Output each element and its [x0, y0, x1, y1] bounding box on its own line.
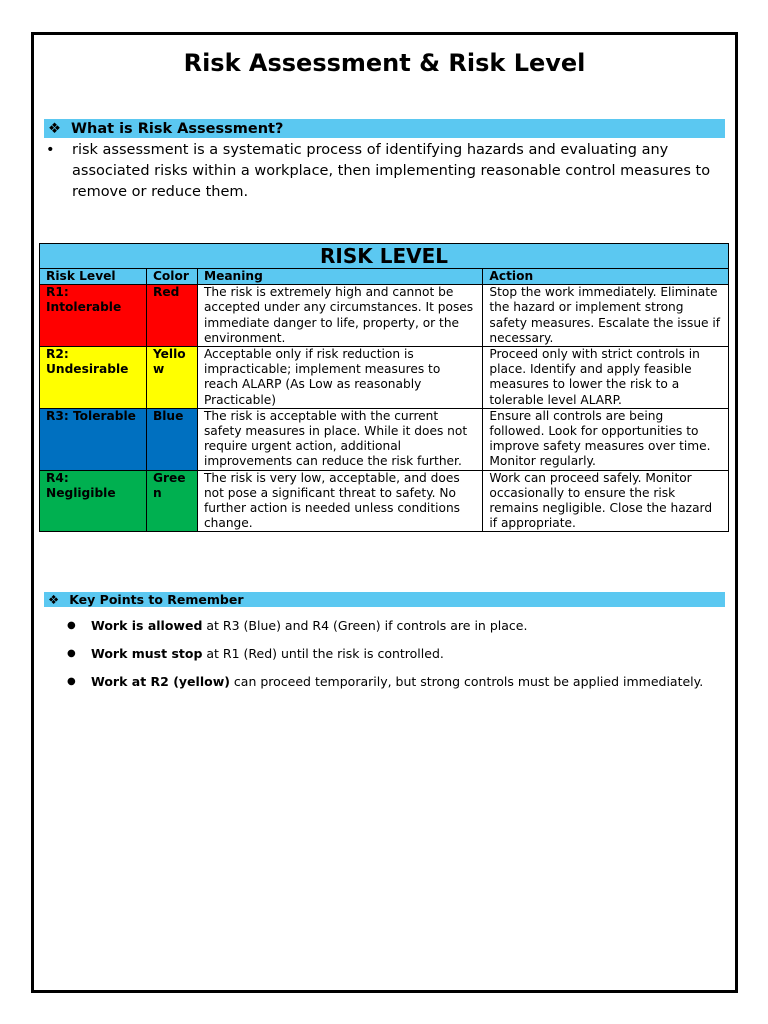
color-cell: Green: [146, 470, 197, 532]
color-cell: Yellow: [146, 347, 197, 409]
action-cell: Work can proceed safely. Monitor occasionally to ensure the risk remains negligible. Close the hazard if appropriate.: [483, 470, 729, 532]
risk-level-cell: R4: Negligible: [40, 470, 147, 532]
bullet-icon: ●: [67, 676, 76, 687]
meaning-cell: Acceptable only if risk reduction is impracticable; implement measures to reach ALARP (As Low as reasonably Practicable): [197, 347, 482, 409]
meaning-cell: The risk is very low, acceptable, and does not pose a significant threat to safety. No further action is needed unless conditions change.: [197, 470, 482, 532]
risk-table-title: RISK LEVEL: [40, 244, 729, 269]
action-cell: Proceed only with strict controls in place. Identify and apply feasible measures to lower the risk to a tolerable level ALARP.: [483, 347, 729, 409]
key-point-text: can proceed temporarily, but strong controls must be applied immediately.: [229, 674, 704, 689]
table-row: [40, 408, 729, 470]
bullet-icon: ●: [67, 620, 76, 631]
color-cell: Blue: [146, 408, 197, 470]
what-is-heading: What is Risk Assessment?: [71, 120, 284, 137]
action-cell: Stop the work immediately. Eliminate the hazard or implement strong safety measures. Escalate the issue if necessary.: [483, 285, 729, 347]
risk-level-cell: R1: Intolerable: [40, 285, 147, 347]
page-title: Risk Assessment & Risk Level: [183, 49, 586, 77]
key-point-bold: Work must stop: [91, 646, 203, 661]
bullet-icon: •: [46, 142, 55, 158]
list-item: [64, 673, 725, 701]
key-point-bold: Work at R2 (yellow): [91, 674, 230, 689]
col-header-action: Action: [483, 269, 729, 285]
key-points-heading-bar: [44, 592, 725, 607]
table-row: [40, 470, 729, 532]
col-header-risk-level: Risk Level: [40, 269, 147, 285]
diamond-bullet-icon: ❖: [48, 120, 61, 137]
risk-level-cell: R2: Undesirable: [40, 347, 147, 409]
definition-paragraph: [44, 140, 725, 203]
risk-level-cell: R3: Tolerable: [40, 408, 147, 470]
key-point-bold: Work is allowed: [91, 618, 203, 633]
key-points-list: [64, 617, 725, 701]
col-header-meaning: Meaning: [197, 269, 482, 285]
action-cell: Ensure all controls are being followed. Look for opportunities to improve safety measures over time. Monitor regularly.: [483, 408, 729, 470]
key-points-heading: Key Points to Remember: [69, 592, 244, 607]
list-item: [64, 645, 725, 673]
table-row: [40, 347, 729, 409]
color-cell: Red: [146, 285, 197, 347]
meaning-cell: The risk is extremely high and cannot be accepted under any circumstances. It poses immediate danger to life, property, or the environment.: [197, 285, 482, 347]
what-is-heading-bar: [44, 119, 725, 138]
key-point-text: at R3 (Blue) and R4 (Green) if controls are in place.: [202, 618, 528, 633]
bullet-icon: ●: [67, 648, 76, 659]
page-frame: [31, 32, 738, 993]
list-item: [64, 617, 725, 645]
definition-text: risk assessment is a systematic process of identifying hazards and evaluating any associated risks within a workplace, then implementing reasonable control measures to remove or reduce them.: [72, 142, 711, 200]
diamond-bullet-icon: ❖: [48, 592, 60, 607]
risk-level-table: [39, 243, 729, 532]
col-header-color: Color: [146, 269, 197, 285]
table-row: [40, 285, 729, 347]
key-point-text: at R1 (Red) until the risk is controlled.: [202, 646, 444, 661]
meaning-cell: The risk is acceptable with the current safety measures in place. While it does not require urgent action, additional improvements can reduce the risk further.: [197, 408, 482, 470]
